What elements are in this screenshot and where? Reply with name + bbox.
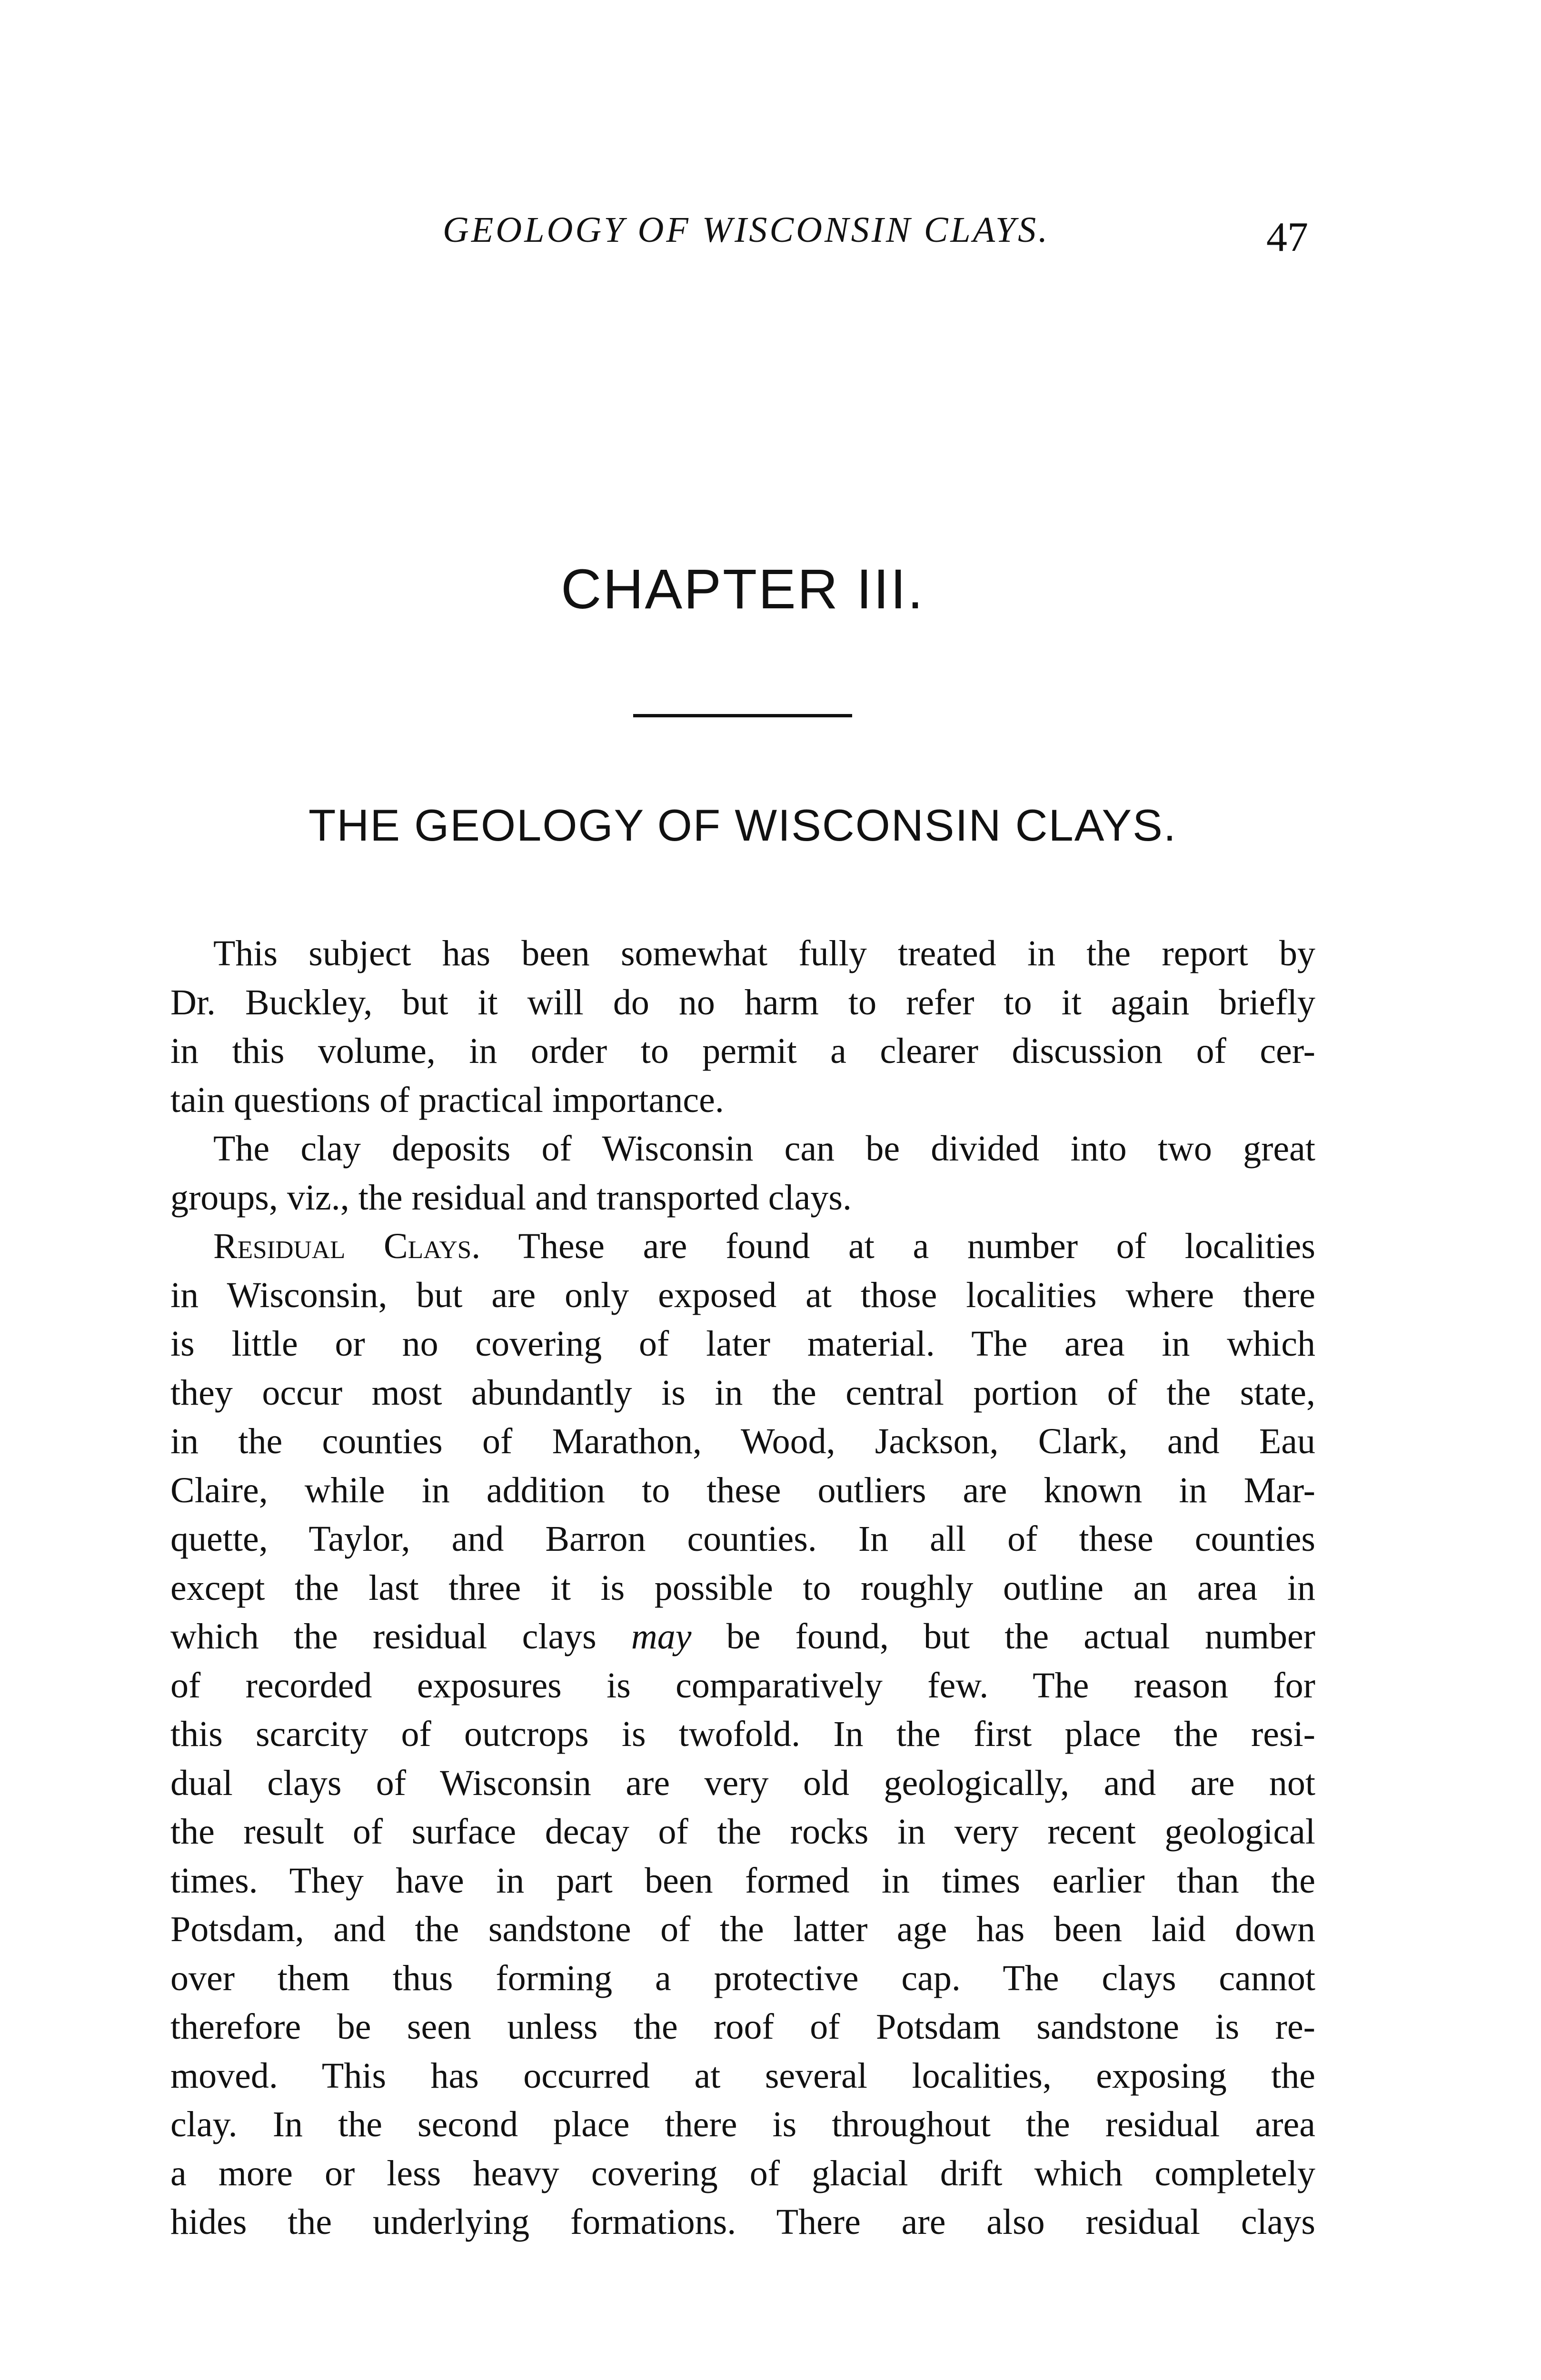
page-number: 47 xyxy=(1266,214,1308,260)
text-line: quette, Taylor, and Barron counties. In all of these counties xyxy=(170,1519,1315,1559)
text-line: therefore be seen unless the roof of Potsdam sandstone is re- xyxy=(170,2007,1315,2047)
text-line: Potsdam, and the sandstone of the latter age has been laid down xyxy=(170,1909,1315,1949)
text-line: groups, viz., the residual and transported clays. xyxy=(170,1177,852,1218)
chapter-title: THE GEOLOGY OF WISCONSIN CLAYS. xyxy=(308,800,1177,850)
text-line: they occur most abundantly is in the central portion of the state, xyxy=(170,1372,1315,1413)
section-lead-in: Residual Clays. xyxy=(213,1226,481,1266)
text-line: Claire, while in addition to these outliers are known in Mar- xyxy=(170,1470,1315,1510)
text-fragment: which the residual clays xyxy=(170,1616,631,1656)
text-line: except the last three it is possible to roughly outline an area in xyxy=(170,1567,1315,1608)
text-line: in this volume, in order to permit a clearer discussion of cer- xyxy=(170,1031,1315,1071)
text-line: times. They have in part been formed in times earlier than the xyxy=(170,1860,1315,1901)
text-line: is little or no covering of later material. The area in which xyxy=(170,1324,1315,1364)
text-line: dual clays of Wisconsin are very old geologically, and are not xyxy=(170,1763,1315,1803)
text-line: the result of surface decay of the rocks in very recent geological xyxy=(170,1812,1315,1852)
text-line: Dr. Buckley, but it will do no harm to refer to it again briefly xyxy=(170,982,1315,1022)
text-line: in the counties of Marathon, Wood, Jackson, Clark, and Eau xyxy=(170,1421,1315,1461)
running-head: GEOLOGY OF WISCONSIN CLAYS. xyxy=(443,210,1050,250)
text-line: a more or less heavy covering of glacial drift which completely xyxy=(170,2153,1315,2193)
text-line: in Wisconsin, but are only exposed at those localities where there xyxy=(170,1275,1315,1315)
text-line: hides the underlying formations. There are also residual clays xyxy=(170,2202,1315,2242)
text-line xyxy=(170,1222,1315,1271)
emphasis-word: may xyxy=(631,1616,692,1656)
text-line: over them thus forming a protective cap. The clays cannot xyxy=(170,1958,1315,1998)
chapter-heading: CHAPTER III. xyxy=(561,558,925,621)
text-line: This subject has been somewhat fully treated in the report by xyxy=(213,933,1315,973)
text-line: clay. In the second place there is throughout the residual area xyxy=(170,2104,1315,2144)
heading-rule xyxy=(633,714,852,717)
text-line: The clay deposits of Wisconsin can be divided into two great xyxy=(213,1129,1315,1169)
text-line: moved. This has occurred at several localities, exposing the xyxy=(170,2055,1315,2096)
text-line xyxy=(170,1612,1315,1661)
text-line: of recorded exposures is comparatively few. The reason for xyxy=(170,1665,1315,1706)
text-fragment: These are found at a number of localities xyxy=(480,1226,1315,1266)
text-line: this scarcity of outcrops is twofold. In the first place the resi- xyxy=(170,1714,1315,1754)
text-line: tain questions of practical importance. xyxy=(170,1080,724,1120)
body-text xyxy=(170,929,1315,2247)
text-fragment: be found, but the actual number xyxy=(691,1616,1315,1656)
